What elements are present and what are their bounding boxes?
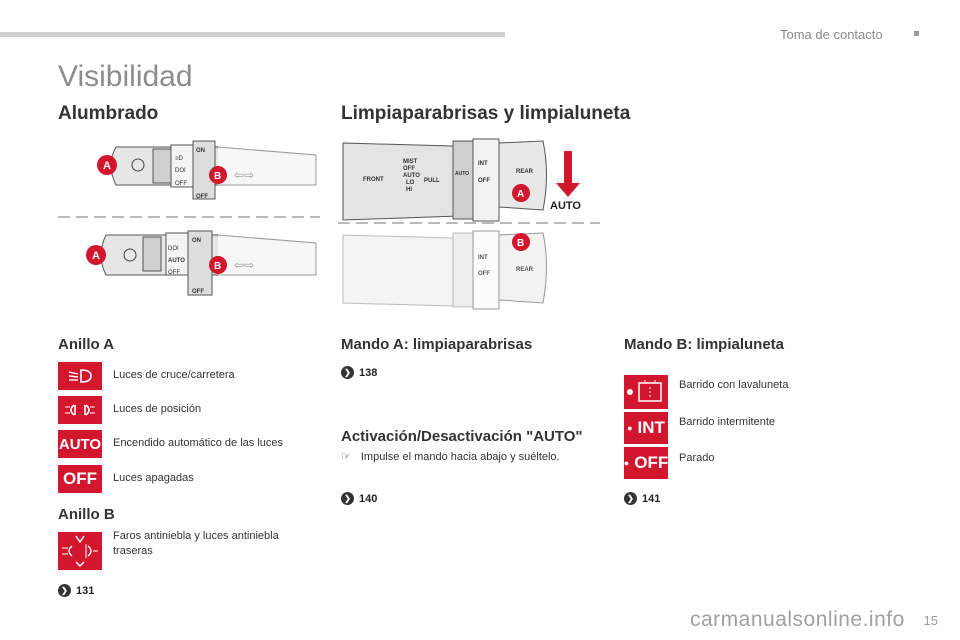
wiper-callout-b: B (517, 238, 525, 249)
control-b-item-label: Barrido intermitente (679, 416, 775, 428)
control-b-page-ref[interactable] (624, 492, 660, 505)
header-rule (0, 32, 505, 37)
heading-lighting: Alumbrado (58, 103, 159, 124)
hi-label: HI (406, 187, 412, 193)
ref-number: 131 (76, 584, 95, 597)
stalk-auto-label: AUTO (168, 258, 185, 264)
section-label: Toma de contacto (780, 27, 883, 42)
stalk-off-label-lower-2: OFF (192, 289, 204, 295)
ring-a-item-label: Luces de cruce/carretera (113, 369, 235, 381)
callout-b-lower: B (214, 261, 222, 272)
stalk-off-label-upper-2: OFF (196, 194, 208, 200)
svg-text:≡D: ≡D (175, 156, 183, 162)
rear-wash-icon (624, 375, 668, 409)
fog-lights-icon (58, 532, 102, 570)
auto-bullet (341, 450, 560, 465)
int-label: INT (478, 161, 488, 167)
rear-label-lower: REAR (516, 267, 534, 273)
ring-b-title: Anillo B (58, 506, 115, 523)
lighting-stalk-illustration (58, 135, 320, 310)
ring-b-label: Faros antiniebla y luces antiniebla traseras (113, 530, 279, 557)
stalk-off-label-lower: OFF (168, 270, 180, 276)
int-icon-text: INT (637, 418, 665, 437)
chevron-right-icon: ❯ (624, 492, 637, 505)
pull-label: PULL (424, 178, 440, 184)
ring-off-label: OFF (478, 178, 490, 184)
int-icon: ● INT (624, 412, 668, 444)
ref-number: 140 (359, 492, 378, 505)
control-b-item-label: Parado (679, 452, 715, 464)
int-label-lower: INT (478, 255, 488, 261)
ring-a-item-label: Luces de posición (113, 403, 202, 415)
ring-a-title: Anillo A (58, 336, 115, 353)
chevron-right-icon: ❯ (341, 366, 354, 379)
chevron-right-icon: ❯ (341, 492, 354, 505)
heading-wipers: Limpiaparabrisas y limpialuneta (341, 103, 631, 124)
ring-b-page-ref[interactable] (58, 584, 94, 597)
ring-auto-label: AUTO (455, 171, 470, 177)
chevron-right-icon: ❯ (58, 584, 71, 597)
auto-bullet-text: Impulse el mando hacia abajo y suéltelo. (360, 451, 560, 463)
auto-section-title: Activación/Desactivación "AUTO" (341, 428, 583, 445)
rear-label: REAR (516, 169, 534, 175)
off-icon-text: OFF (634, 453, 669, 472)
wiper-callout-a: A (517, 189, 525, 200)
control-b-title: Mando B: limpialuneta (624, 336, 785, 353)
off-label-lower: OFF (478, 271, 490, 277)
mist-label: MIST (403, 159, 418, 165)
control-a-page-ref[interactable] (341, 366, 377, 379)
control-b-item-label: Barrido con lavaluneta (679, 379, 789, 391)
off-icon: OFF (58, 465, 102, 493)
ring-a-item-label: Encendido automático de las luces (113, 437, 283, 449)
ref-number: 141 (642, 492, 661, 505)
ring-a-item-label: Luces apagadas (113, 472, 194, 484)
watermark: carmanualsonline.info (690, 608, 905, 631)
section-marker (914, 31, 919, 36)
stalk-off-label-upper: OFF (175, 181, 187, 187)
lo-label: LO (406, 180, 415, 186)
bullet-icon: ☞ (341, 451, 351, 463)
svg-text:DOI: DOI (175, 168, 186, 174)
stalk-on-label-upper: ON (196, 148, 205, 154)
auto-arrow-label: AUTO (550, 200, 581, 212)
front-label: FRONT (363, 177, 384, 183)
stalk-on-label-lower: ON (192, 238, 201, 244)
page-number: 15 (923, 613, 938, 628)
off-label: OFF (403, 166, 415, 172)
control-a-title: Mando A: limpiaparabrisas (341, 336, 533, 353)
svg-text:⇦⇨: ⇦⇨ (234, 258, 255, 272)
svg-text:⇦⇨: ⇦⇨ (234, 168, 255, 182)
auto-page-ref[interactable] (341, 492, 377, 505)
dipped-beam-icon (58, 362, 102, 390)
callout-a-lower: A (92, 250, 100, 262)
wiper-stalk-illustration (338, 135, 603, 310)
ref-number: 138 (359, 366, 378, 379)
page-title: Visibilidad (58, 60, 193, 93)
auto-icon: AUTO (58, 430, 102, 458)
sidelights-icon (58, 396, 102, 424)
callout-a-upper: A (103, 160, 111, 172)
svg-text:DOI: DOI (168, 246, 179, 252)
auto-label: AUTO (403, 173, 420, 179)
callout-b-upper: B (214, 171, 222, 182)
off-icon: ● OFF (624, 447, 668, 479)
